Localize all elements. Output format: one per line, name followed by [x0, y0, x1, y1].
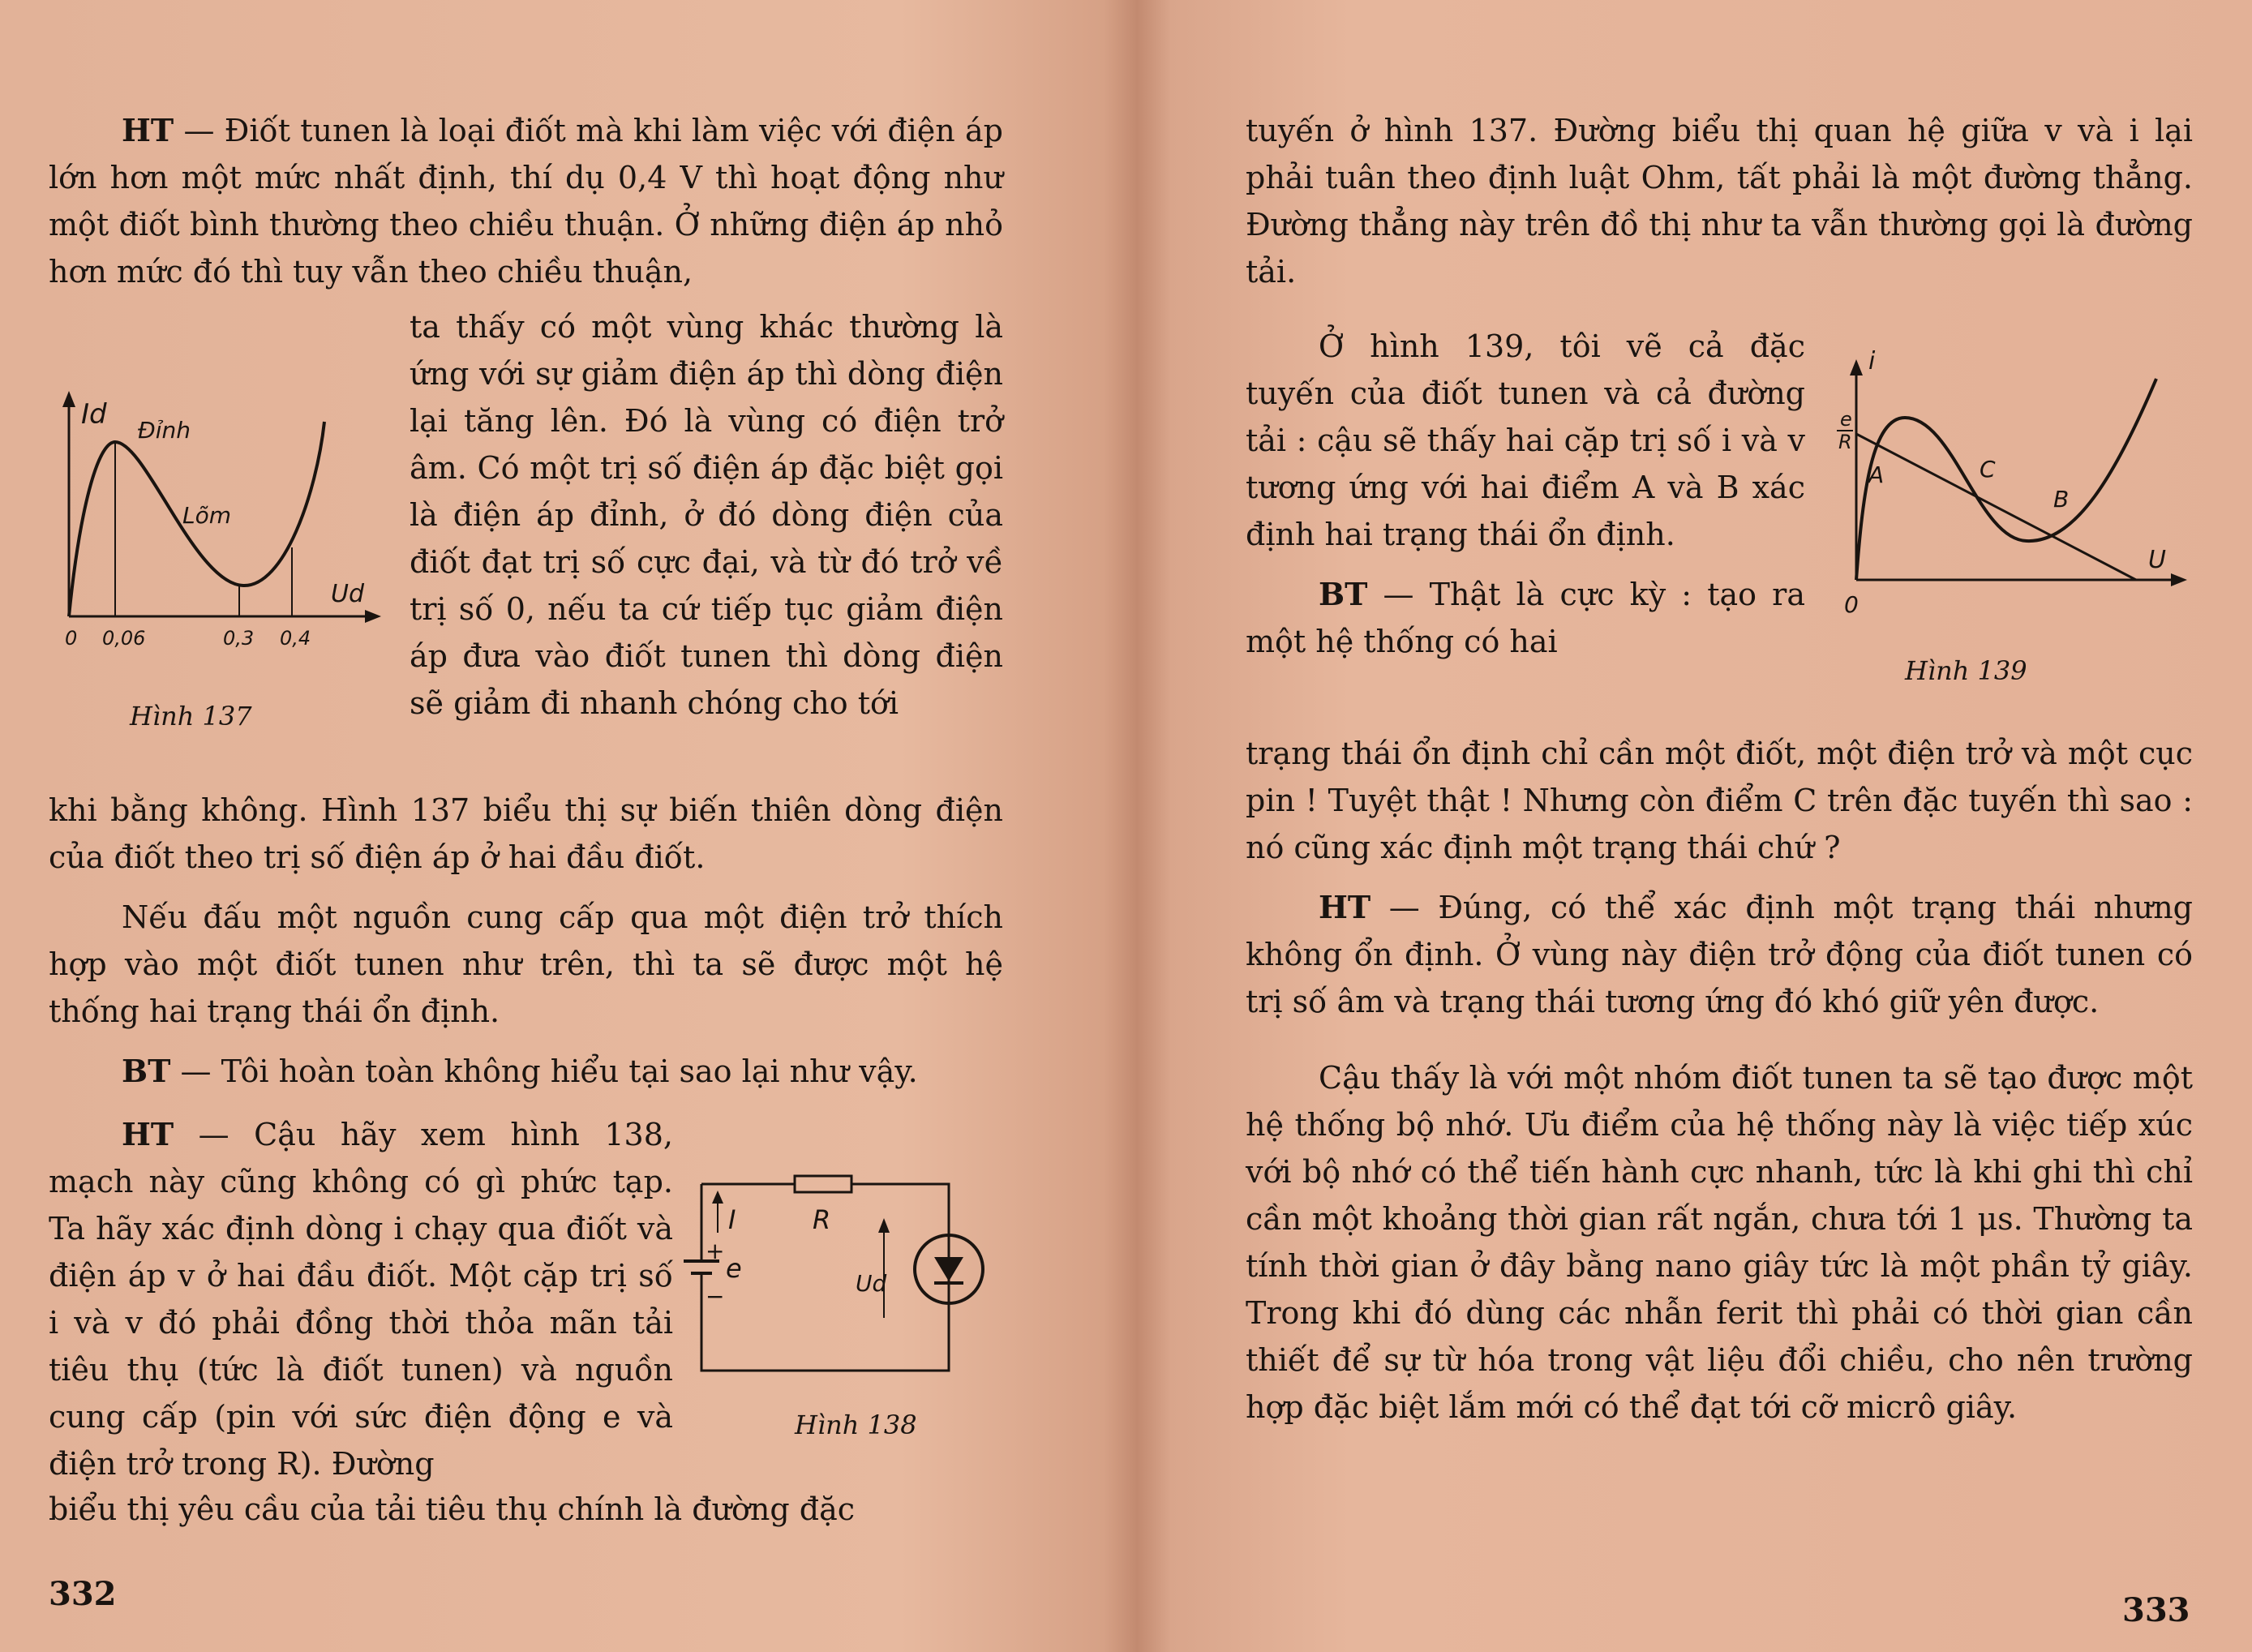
right-page	[1126, 0, 2252, 1652]
fig139-x-arrow	[2171, 573, 2187, 586]
fig138-source-label: e	[726, 1253, 742, 1284]
fig138-current-arrowhead	[712, 1191, 723, 1204]
left-intro-paragraph	[49, 107, 1003, 295]
fig137-x-label: Ud	[331, 580, 365, 608]
page-number-left: 332	[49, 1575, 117, 1613]
fig138-current-label: I	[728, 1204, 736, 1235]
fig138-minus-label: −	[706, 1283, 725, 1310]
left-ht2-text: — Cậu hãy xem hình 138, mạch này cũng không có gì phức tạp. Ta hãy xác định dòng i chạy qua điốt và điện áp v ở hai đầu điốt. Một cặp trị số i và v đó phải đồng thời thỏa mãn tải tiêu thụ (tức là điốt tunen) và nguồn cung cấp (pin với sức điện động e và điện trở trong R). Đường	[49, 1117, 673, 1482]
fig139-x-label: U	[2148, 546, 2166, 574]
fig139-point-c: C	[1980, 456, 1996, 483]
left-middle-paragraphs	[49, 787, 1003, 1095]
fig139-point-b: B	[2053, 486, 2070, 513]
fig137-caption: Hình 137	[130, 701, 252, 732]
fig139-diode-curve	[1856, 379, 2156, 580]
left-bt-text: — Tôi hoàn toàn không hiểu tại sao lại như vậy.	[180, 1053, 918, 1089]
fig137-x-arrow	[365, 610, 381, 623]
left-wrapped-text	[410, 303, 1003, 727]
fig139-y-label: i	[1868, 347, 1876, 375]
right-top-paragraph	[1246, 107, 2193, 295]
speaker-ht: HT	[122, 112, 174, 148]
right-paragraph-2: Ở hình 139, tôi vẽ cả đặc tuyến của điốt tunen và cả đường tải : cậu sẽ thấy hai cặp trị số i và v tương ứng với hai điểm A và B xác định hai trạng thái ổn định.	[1246, 328, 1805, 552]
fig137-valley-label: Lõm	[182, 502, 232, 529]
fig138-voltage-label: Ud	[856, 1270, 887, 1297]
fig137-tick-006: 0,06	[102, 627, 146, 650]
fig139-e-label: e	[1840, 408, 1852, 431]
fig139-r-label: R	[1838, 431, 1852, 453]
fig138-diode-symbol	[934, 1257, 963, 1281]
left-text-after-fig137: khi bằng không. Hình 137 biểu thị sự biến thiên dòng điện của điốt theo trị số điện áp ở hai đầu điốt.	[49, 792, 1003, 875]
fig138-plus-label: +	[706, 1238, 725, 1264]
right-paragraph-1: tuyến ở hình 137. Đường biểu thị quan hệ giữa v và i lại phải tuân theo định luật Ohm, tất phải là một đường thẳng. Đường thẳng này trên đồ thị như ta vẫn thường gọi là đường tải.	[1246, 113, 2193, 290]
right-wrapped-text	[1246, 323, 1805, 665]
right-bt-text-a: — Thật là cực kỳ : tạo ra một hệ thống có hai	[1246, 577, 1805, 659]
fig139-caption: Hình 139	[1905, 655, 2027, 686]
fig137-tick-04: 0,4	[280, 627, 311, 650]
right-lower-paragraphs	[1246, 730, 2193, 1431]
fig137-tick-03: 0,3	[223, 627, 255, 650]
figure-138-circuit	[681, 1168, 1006, 1387]
fig139-load-line	[1856, 434, 2136, 580]
fig139-y-arrow	[1850, 359, 1863, 375]
fig137-y-arrow	[62, 391, 75, 407]
right-paragraph-memory: Cậu thấy là với một nhóm điốt tunen ta sẽ tạo được một hệ thống bộ nhớ. Ưu điểm của hệ thống này là việc tiếp xúc với bộ nhớ có thể tiến hành cực nhanh, tức là khi ghi thì chỉ cần một khoảng thời gian rất ngắn, chưa tới 1 μs. Thường ta tính thời gian ở đây bằng nano giây tức là một phần tỷ giây. Trong khi đó dùng các nhẫn ferit thì phải có thời gian cần thiết để sự từ hóa trong vật liệu đổi chiều, cho nên trường hợp đặc biệt lắm mới có thể đạt tới cỡ micrô giây.	[1246, 1060, 2193, 1425]
fig138-voltage-arrowhead	[878, 1218, 890, 1233]
left-bt-line	[49, 1048, 1003, 1095]
page-number-right: 333	[2122, 1591, 2190, 1629]
fig137-y-label: Id	[81, 398, 107, 431]
figure-139-chart	[1767, 345, 2197, 620]
speaker-ht-2: HT	[122, 1116, 174, 1152]
left-final-text: biểu thị yêu cầu của tải tiêu thụ chính là đường đặc	[49, 1491, 856, 1527]
speaker-bt: BT	[122, 1053, 171, 1089]
left-text-beside-fig137: ta thấy có một vùng khác thường là ứng với sự giảm điện áp thì dòng điện lại tăng lên. Đó là vùng có điện trở âm. Có một trị số điện áp đặc biệt gọi là điện áp đỉnh, ở đó dòng điện của điốt đạt trị số cực đại, và từ đó trở về trị số 0, nếu ta cứ tiếp tục giảm điện áp đưa vào điốt tunen thì dòng điện sẽ giảm đi nhanh chóng cho tới	[410, 309, 1003, 721]
fig138-caption: Hình 138	[795, 1410, 917, 1440]
fig138-resistor-label: R	[813, 1204, 831, 1235]
fig137-tick-0: 0	[65, 627, 78, 650]
left-ht2-paragraph	[49, 1111, 673, 1487]
fig139-point-a: A	[1868, 461, 1885, 488]
left-intro-text: — Điốt tunen là loại điốt mà khi làm việc với điện áp lớn hơn một mức nhất định, thí dụ 0,4 V thì hoạt động như một điốt bình thường theo chiều thuận. Ở những điện áp nhỏ hơn mức đó thì tuy vẫn theo chiều thuận,	[49, 113, 1003, 290]
figure-137-chart	[49, 381, 389, 665]
fig137-peak-label: Đỉnh	[138, 417, 191, 444]
right-ht-text: — Đúng, có thể xác định một trạng thái nhưng không ổn định. Ở vùng này điện trở động của điốt tunen có trị số âm và trạng thái tương ứng đó khó giữ yên được.	[1246, 890, 2193, 1019]
right-bt-continuation: trạng thái ổn định chỉ cần một điốt, một điện trở và một cục pin ! Tuyệt thật ! Nhưng còn điểm C trên đặc tuyến thì sao : nó cũng xác định một trạng thái chứ ?	[1246, 736, 2193, 865]
fig139-origin-label: 0	[1844, 591, 1859, 618]
speaker-ht-right: HT	[1319, 889, 1371, 925]
speaker-bt-right: BT	[1319, 576, 1368, 612]
left-last-line	[49, 1486, 1003, 1533]
right-bt-line	[1246, 571, 1805, 665]
left-paragraph-bistable: Nếu đấu một nguồn cung cấp qua một điện trở thích hợp vào một điốt tunen như trên, thì ta sẽ được một hệ thống hai trạng thái ổn định.	[49, 899, 1003, 1029]
right-ht-line	[1246, 884, 2193, 1025]
fig138-resistor	[795, 1176, 851, 1192]
